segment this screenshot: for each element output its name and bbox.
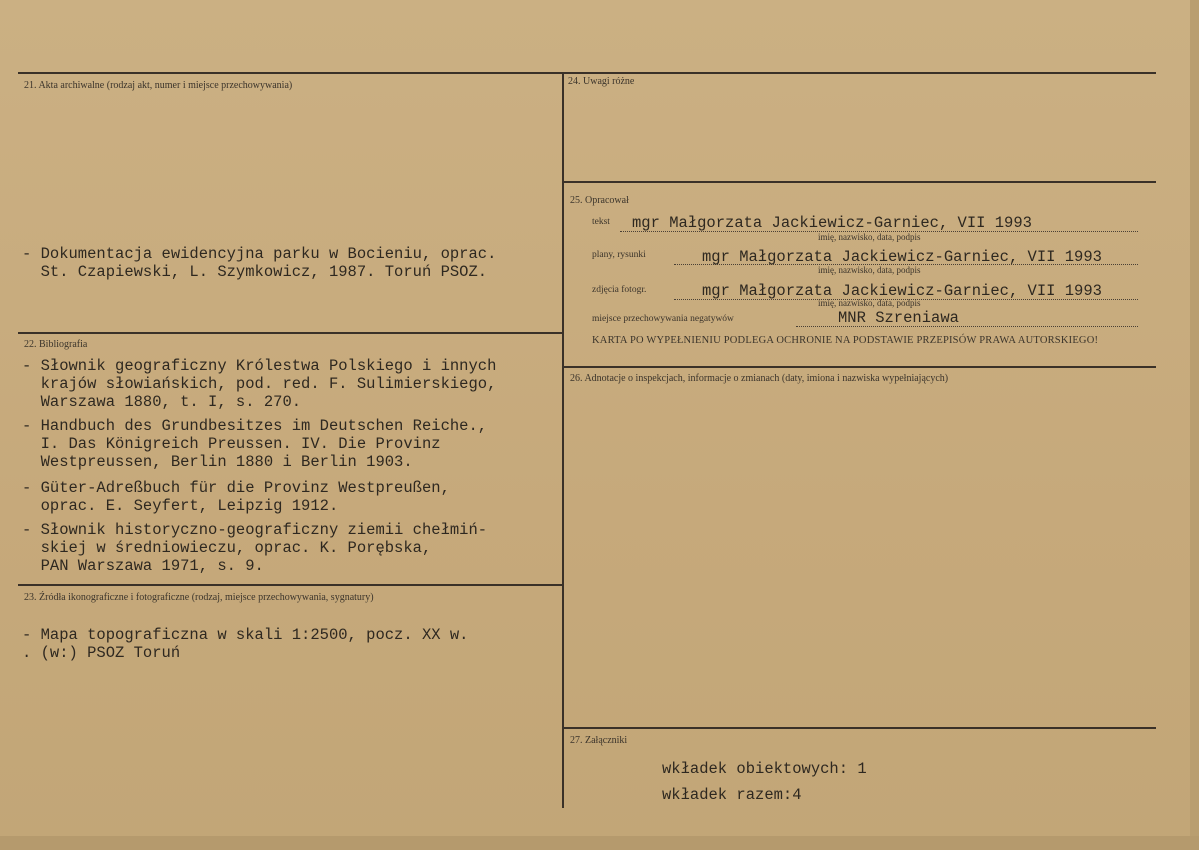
bibliography-line: Warszawa 1880, t. I, s. 270. [22,393,302,411]
rule-24-25 [564,181,1156,183]
signature-caption: imię, nazwisko, data, podpis [818,298,921,308]
bibliography-line: skiej w średniowieczu, oprac. K. Porębska, [22,539,432,557]
negatives-value: MNR Szreniawa [838,309,959,327]
section-21-line: St. Czapiewski, L. Szymkowicz, 1987. Toruń PSOZ. [22,263,488,281]
rule-25-26 [564,366,1156,368]
signature-caption: imię, nazwisko, data, podpis [818,232,921,242]
attachments-line: wkładek obiektowych: 1 [662,760,867,778]
author-row-value: mgr Małgorzata Jackiewicz-Garniec, VII 1993 [702,248,1102,266]
section-25-label: 25. Opracował [570,195,629,206]
section-26-label: 26. Adnotacje o inspekcjach, informacje o zmianach (daty, imiona i nazwiska wypełniających) [570,373,949,384]
section-24-label: 24. Uwagi różne [568,76,635,87]
card-edge-right [1190,0,1199,850]
section-23-line: - Mapa topograficzna w skali 1:2500, pocz. XX w. [22,626,469,644]
author-row-value: mgr Małgorzata Jackiewicz-Garniec, VII 1993 [702,282,1102,300]
bibliography-line: krajów słowiańskich, pod. red. F. Sulimierskiego, [22,375,497,393]
section-27-label: 27. Załączniki [570,735,628,746]
signature-caption: imię, nazwisko, data, podpis [818,265,921,275]
section-22-label: 22. Bibliografia [24,339,88,350]
bibliography-line: - Słownik geograficzny Królestwa Polskiego i innych [22,357,497,375]
bibliography-line: oprac. E. Seyfert, Leipzig 1912. [22,497,339,515]
author-row-value: mgr Małgorzata Jackiewicz-Garniec, VII 1993 [632,214,1032,232]
section-23-line: . (w:) PSOZ Toruń [22,644,181,662]
bibliography-line: - Güter-Adreßbuch für die Provinz Westpreußen, [22,479,450,497]
bibliography-line: - Handbuch des Grundbesitzes im Deutschen Reiche., [22,417,488,435]
negatives-label: miejsce przechowywania negatywów [592,314,734,324]
bibliography-line: PAN Warszawa 1971, s. 9. [22,557,264,575]
section-23-label: 23. Źródła ikonograficzne i fotograficzne (rodzaj, miejsce przechowywania, sygnatury) [24,592,374,603]
bibliography-line: Westpreussen, Berlin 1880 i Berlin 1903. [22,453,413,471]
copyright-notice: KARTA PO WYPEŁNIENIU PODLEGA OCHRONIE NA PODSTAWIE PRZEPISÓW PRAWA AUTORSKIEGO! [592,335,1099,346]
section-21-line: - Dokumentacja ewidencyjna parku w Bocieniu, oprac. [22,245,497,263]
author-row-label-photos: zdjęcia fotogr. [592,285,647,295]
author-row-label-plans: plany, rysunki [592,250,646,260]
bibliography-line: - Słownik historyczno-geograficzny ziemii chełmiń- [22,521,488,539]
top-rule [18,72,1156,74]
rule-26-27 [564,727,1156,729]
section-21-label: 21. Akta archiwalne (rodzaj akt, numer i miejsce przechowywania) [24,80,293,91]
attachments-line: wkładek razem:4 [662,786,802,804]
author-row-label-text: tekst [592,217,610,227]
rule-21-22 [18,332,562,334]
bibliography-line: I. Das Königreich Preussen. IV. Die Provinz [22,435,441,453]
card-edge-bottom [0,836,1199,850]
rule-22-23 [18,584,562,586]
